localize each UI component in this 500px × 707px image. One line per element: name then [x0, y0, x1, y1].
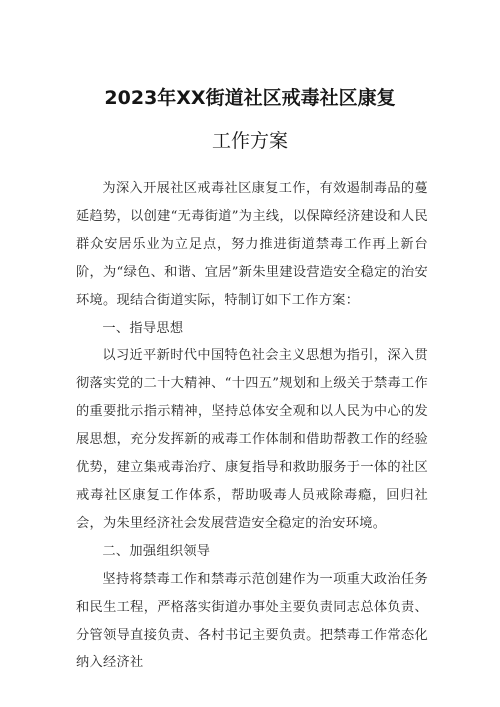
document-body: [76, 175, 428, 677]
section-heading-guiding-ideology: 一、指导思想: [102, 320, 184, 336]
document-title-line-2: 工作方案: [211, 130, 288, 152]
organization-paragraph: 坚持将禁毒工作和禁毒示范创建作为一项重大政治任务和民生工程，严格落实街道办事处主要负责同志总体负责、分管领导直接负责、各村书记主要负责。把禁毒工作常态化纳入经济社: [76, 571, 428, 671]
guiding-ideology-paragraph: 以习近平新时代中国特色社会主义思想为指引，深入贯彻落实党的二十大精神、“十四五”规划和上级关于禁毒工作的重要批示指示精神，坚持总体安全观和以人民为中心的发展思想，充分发挥新的戒毒工作体制和借助帮教工作的经验优势，建立集戒毒治疗、康复指导和救助服务于一体的社区戒毒社区康复工作体系，帮助吸毒人员戒除毒瘾，回归社会，为朱里经济社会发展营造安全稳定的治安环境。: [76, 348, 428, 531]
document-title-line-1: 2023年XX街道社区戒毒社区康复: [104, 87, 396, 109]
section-heading-organization: 二、加强组织领导: [102, 543, 211, 559]
intro-paragraph: 为深入开展社区戒毒社区康复工作，有效遏制毒品的蔓延趋势，以创建“无毒街道”为主线，以保障经济建设和人民群众安居乐业为立足点，努力推进街道禁毒工作再上新台阶，为“绿色、和谐、宜居”新朱里建设营造安全稳定的治安环境。现结合街道实际，特制订如下工作方案：: [76, 181, 428, 308]
